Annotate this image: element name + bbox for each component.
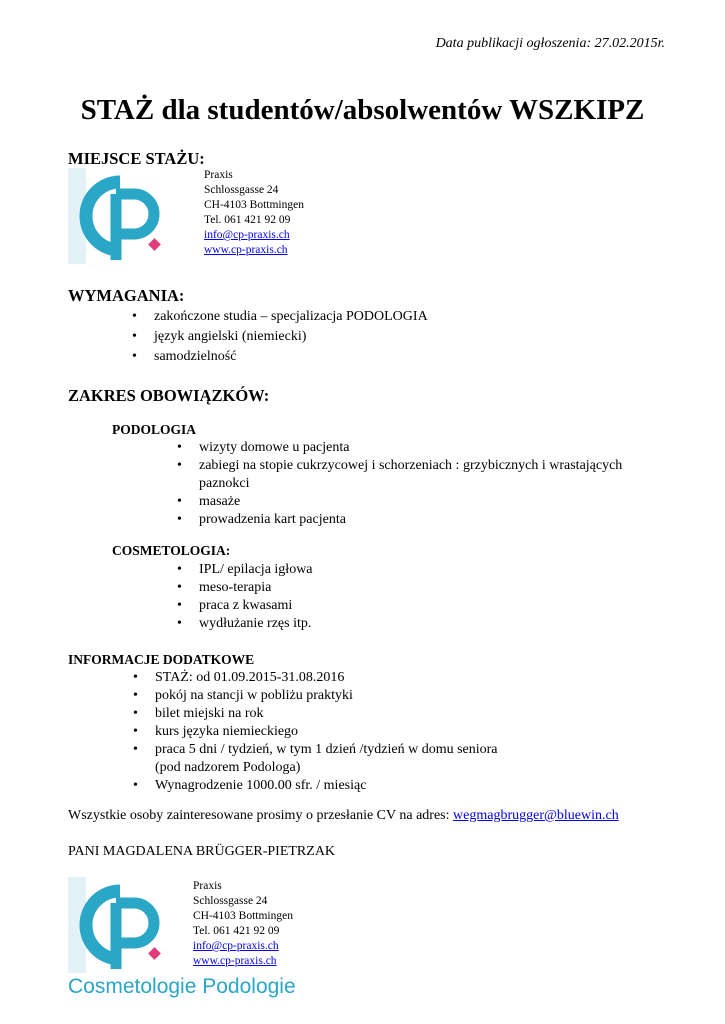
list-item: • kurs języka niemieckiego bbox=[133, 724, 299, 739]
footer-address bbox=[193, 879, 293, 969]
address-line: Praxis bbox=[193, 880, 222, 892]
cosmetologia-heading: COSMETOLOGIA: bbox=[112, 543, 231, 558]
list-item: • zakończone studia – specjalizacja PODOLOGIA bbox=[132, 307, 428, 327]
additional-list bbox=[133, 669, 498, 795]
address-line: CH-4103 Bottmingen bbox=[204, 199, 304, 211]
address-line: CH-4103 Bottmingen bbox=[193, 910, 293, 922]
bullet-icon: • bbox=[133, 670, 138, 685]
list-item: • praca 5 dni / tydzień, w tym 1 dzień /tydzień w domu seniora (pod nadzorem Podologa) bbox=[133, 742, 498, 775]
bullet-icon: • bbox=[177, 616, 182, 631]
bullet-icon: • bbox=[177, 580, 182, 595]
bullet-icon: • bbox=[133, 778, 138, 793]
bullet-icon: • bbox=[177, 494, 182, 509]
list-item: • język angielski (niemiecki) bbox=[132, 327, 428, 347]
website-link[interactable]: www.cp-praxis.ch bbox=[204, 244, 288, 256]
list-item-continuation: (pod nadzorem Podologa) bbox=[155, 760, 301, 775]
list-item: • zabiegi na stopie cukrzycowej i schorzeniach : grzybicznych i wrastających paznokci bbox=[177, 458, 623, 491]
list-item: • samodzielność bbox=[132, 347, 428, 367]
bullet-icon: • bbox=[133, 706, 138, 721]
footer-tagline: Cosmetologie Podologie bbox=[68, 975, 296, 998]
list-item: • masaże bbox=[177, 494, 241, 509]
address-line: Praxis bbox=[204, 169, 233, 181]
publication-date: Data publikacji ogłoszenia: 27.02.2015r. bbox=[435, 36, 665, 51]
footer-website-link[interactable]: www.cp-praxis.ch bbox=[193, 955, 277, 967]
cv-request bbox=[68, 808, 619, 824]
bullet-icon: • bbox=[132, 329, 137, 344]
list-item: • meso-terapia bbox=[177, 580, 272, 595]
page-title: STAŻ dla studentów/absolwentów WSZKIPZ bbox=[80, 94, 645, 126]
requirements-heading: WYMAGANIA: bbox=[68, 286, 185, 305]
bullet-icon: • bbox=[177, 598, 182, 613]
bullet-icon: • bbox=[132, 349, 137, 364]
cv-email-link[interactable]: wegmagbrugger@bluewin.ch bbox=[453, 808, 619, 823]
bullet-icon: • bbox=[133, 688, 138, 703]
list-item: • wizyty domowe u pacjenta bbox=[177, 440, 350, 455]
contact-person: PANI MAGDALENA BRÜGGER-PIETRZAK bbox=[68, 844, 336, 859]
cv-text: Wszystkie osoby zainteresowane prosimy o przesłanie CV na adres: bbox=[68, 808, 454, 823]
bullet-icon: • bbox=[177, 562, 182, 577]
podologia-heading: PODOLOGIA bbox=[112, 422, 197, 437]
cp-logo bbox=[68, 168, 180, 264]
phone-line: Tel. 061 421 92 09 bbox=[193, 925, 280, 937]
list-item-continuation: paznokci bbox=[199, 476, 250, 491]
list-item: • prowadzenia kart pacjenta bbox=[177, 512, 346, 527]
list-item: • Wynagrodzenie 1000.00 sfr. / miesiąc bbox=[133, 778, 367, 793]
duties-heading: ZAKRES OBOWIĄZKÓW: bbox=[68, 386, 270, 405]
footer-cp-logo bbox=[68, 877, 180, 973]
footer-email-link[interactable]: info@cp-praxis.ch bbox=[193, 940, 279, 952]
additional-heading: INFORMACJE DODATKOWE bbox=[68, 652, 255, 667]
address-line: Schlossgasse 24 bbox=[204, 184, 279, 196]
bullet-icon: • bbox=[133, 724, 138, 739]
list-item: • wydłużanie rzęs itp. bbox=[177, 616, 312, 631]
bullet-icon: • bbox=[132, 309, 137, 324]
list-item: • pokój na stancji w pobliżu praktyki bbox=[133, 688, 353, 703]
email-link[interactable]: info@cp-praxis.ch bbox=[204, 229, 290, 241]
cosmetologia-list bbox=[177, 561, 313, 633]
list-item: • praca z kwasami bbox=[177, 598, 293, 613]
bullet-icon: • bbox=[133, 742, 138, 757]
list-item: • bilet miejski na rok bbox=[133, 706, 264, 721]
podologia-list bbox=[177, 439, 622, 529]
bullet-icon: • bbox=[177, 512, 182, 527]
bullet-icon: • bbox=[177, 440, 182, 455]
phone-line: Tel. 061 421 92 09 bbox=[204, 214, 291, 226]
requirements-list bbox=[132, 307, 428, 367]
bullet-icon: • bbox=[177, 458, 182, 473]
placement-heading: MIEJSCE STAŻU: bbox=[68, 149, 205, 168]
placement-address bbox=[204, 168, 304, 258]
list-item: • STAŻ: od 01.09.2015-31.08.2016 bbox=[133, 670, 345, 685]
list-item: • IPL/ epilacja igłowa bbox=[177, 562, 313, 577]
address-line: Schlossgasse 24 bbox=[193, 895, 268, 907]
